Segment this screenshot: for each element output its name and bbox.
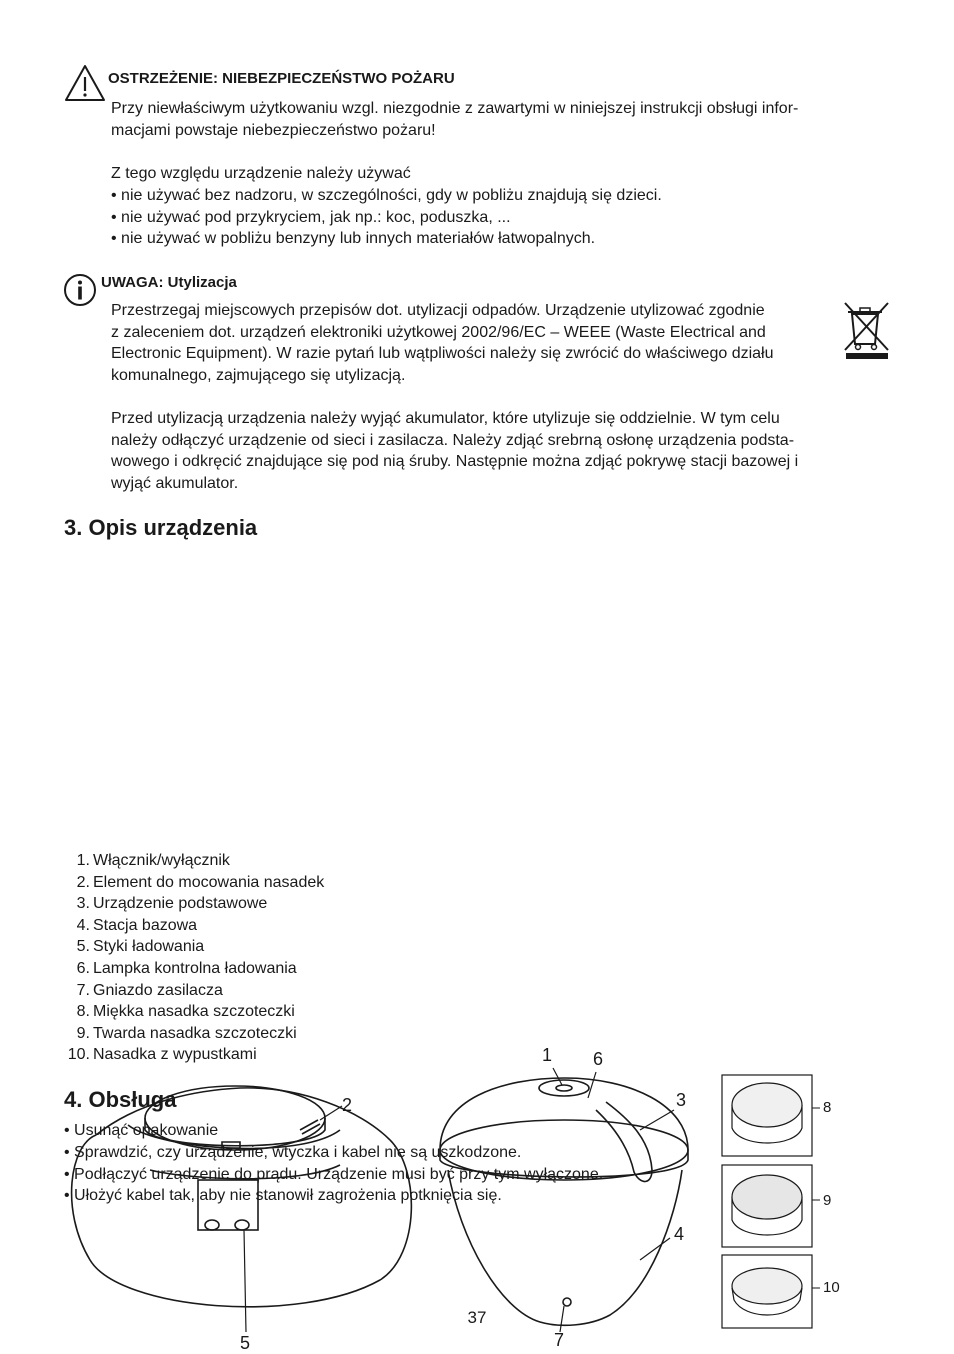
legend-number: 4. [76,916,90,934]
warning-icon [64,64,106,102]
callout-2: 2 [342,1095,353,1115]
callout-1: 1 [542,1045,553,1065]
legend-label: Element do mocowania nasadek [93,873,325,891]
note-line: komunalnego, zajmującego się utylizacją. [111,366,406,384]
callout-7: 7 [554,1330,565,1350]
legend-label: Twarda nasadka szczoteczki [93,1024,297,1042]
warning-line: macjami powstaje niebezpieczeństwo pożaru! [111,121,436,139]
list-item: • nie używać bez nadzoru, w szczególności, gdy w pobliżu znajdują się dzieci. [111,187,662,204]
callout-10: 10 [823,1279,840,1296]
note-line: wowego i odkręcić znajdujące się pod nią śruby. Następnie można zdjąć pokrywę stacji bazowej i [111,453,799,470]
legend-item [64,915,324,937]
legend-number: 8. [76,1003,90,1021]
legend-number: 7. [76,981,90,999]
page-number: 37 [467,1308,487,1327]
note-paragraph-2 [111,408,798,494]
operation-bullets [64,1120,603,1207]
info-icon [63,273,97,307]
legend-item [64,936,324,958]
note-paragraph-1 [111,300,774,386]
legend-number: 5. [76,938,90,956]
section-3-heading: 3. Opis urządzenia [64,515,258,540]
legend-item [64,872,324,894]
note-line: Electronic Equipment). W razie pytań lub wątpliwości należy się zwrócić do właściwego działu [111,345,774,362]
legend-item [64,1001,324,1023]
callout-9: 9 [823,1192,832,1209]
legend-number: 10. [67,1046,90,1064]
legend-label: Lampka kontrolna ładowania [93,959,297,977]
device-legend [64,850,324,1066]
list-item: • nie używać pod przykryciem, jak np.: koc, poduszka, ... [111,208,511,226]
callout-5: 5 [240,1333,251,1353]
legend-label: Styki ładowania [93,938,205,956]
warning-title: OSTRZEŻENIE: NIEBEZPIECZEŃSTWO POŻARU [108,70,455,87]
soft-brush-drawing [732,1083,802,1143]
legend-item [64,958,324,980]
legend-item [64,850,324,872]
note-line: wyjąć akumulator. [111,474,239,492]
list-item: • Podłączyć urządzenie do prądu. Urządzenie musi być przy tym wyłączone. [64,1165,604,1183]
legend-label: Urządzenie podstawowe [93,895,268,913]
legend-label: Włącznik/wyłącznik [93,852,230,869]
legend-number: 6. [76,959,90,977]
callout-8: 8 [823,1099,832,1116]
callout-4: 4 [674,1224,685,1244]
warning-text [111,98,798,141]
note-line: z zaleceniem dot. urządzeń elektroniki użytkowej 2002/96/EC – WEEE (Waste Electrical and [111,323,766,341]
warning-line: Przy niewłaściwym użytkowaniu wzgl. niezgodnie z zawartymi w niniejszej instrukcji obsługi infor- [111,100,799,117]
note-line: Przestrzegaj miejscowych przepisów dot. utylizacji odpadów. Urządzenie utylizować zgodnie [111,302,765,319]
legend-number: 2. [76,873,90,891]
note-line: należy odłączyć urządzenie od sieci i zasilacza. Należy zdjąć srebrną osłonę urządzenia podsta- [111,431,795,449]
legend-number: 3. [76,895,90,913]
legend-label: Stacja bazowa [93,916,198,934]
legend-label: Gniazdo zasilacza [93,981,223,999]
legend-label: Miękka nasadka szczoteczki [93,1003,295,1021]
list-item: • Sprawdzić, czy urządzenie, wtyczka i kabel nie są uszkodzone. [64,1143,522,1161]
weee-bin-icon [842,300,892,362]
note-line: Przed utylizacją urządzenia należy wyjąć akumulator, które utylizuje się oddzielnie. W tym celu [111,410,780,427]
list-item: • Ułożyć kabel tak, aby nie stanowił zagrożenia potknięcia się. [64,1187,502,1205]
list-item: • Usunąć opakowanie [64,1122,219,1139]
hard-brush-drawing [732,1175,802,1235]
legend-number: 1. [76,852,90,869]
legend-label: Nasadka z wypustkami [93,1046,257,1064]
legend-item [64,893,324,915]
callout-3: 3 [676,1090,687,1110]
legend-item [64,1044,324,1066]
warning-intro: Z tego względu urządzenie należy używać [111,165,411,182]
list-item: • nie używać w pobliżu benzyny lub innych materiałów łatwopalnych. [111,230,596,247]
section-4-heading: 4. Obsługa [64,1087,177,1112]
warning-bullets [111,185,662,250]
legend-number: 9. [76,1024,90,1042]
callout-6: 6 [593,1049,604,1069]
note-title: UWAGA: Utylizacja [101,274,237,291]
legend-item [64,1023,324,1045]
legend-item [64,980,324,1002]
